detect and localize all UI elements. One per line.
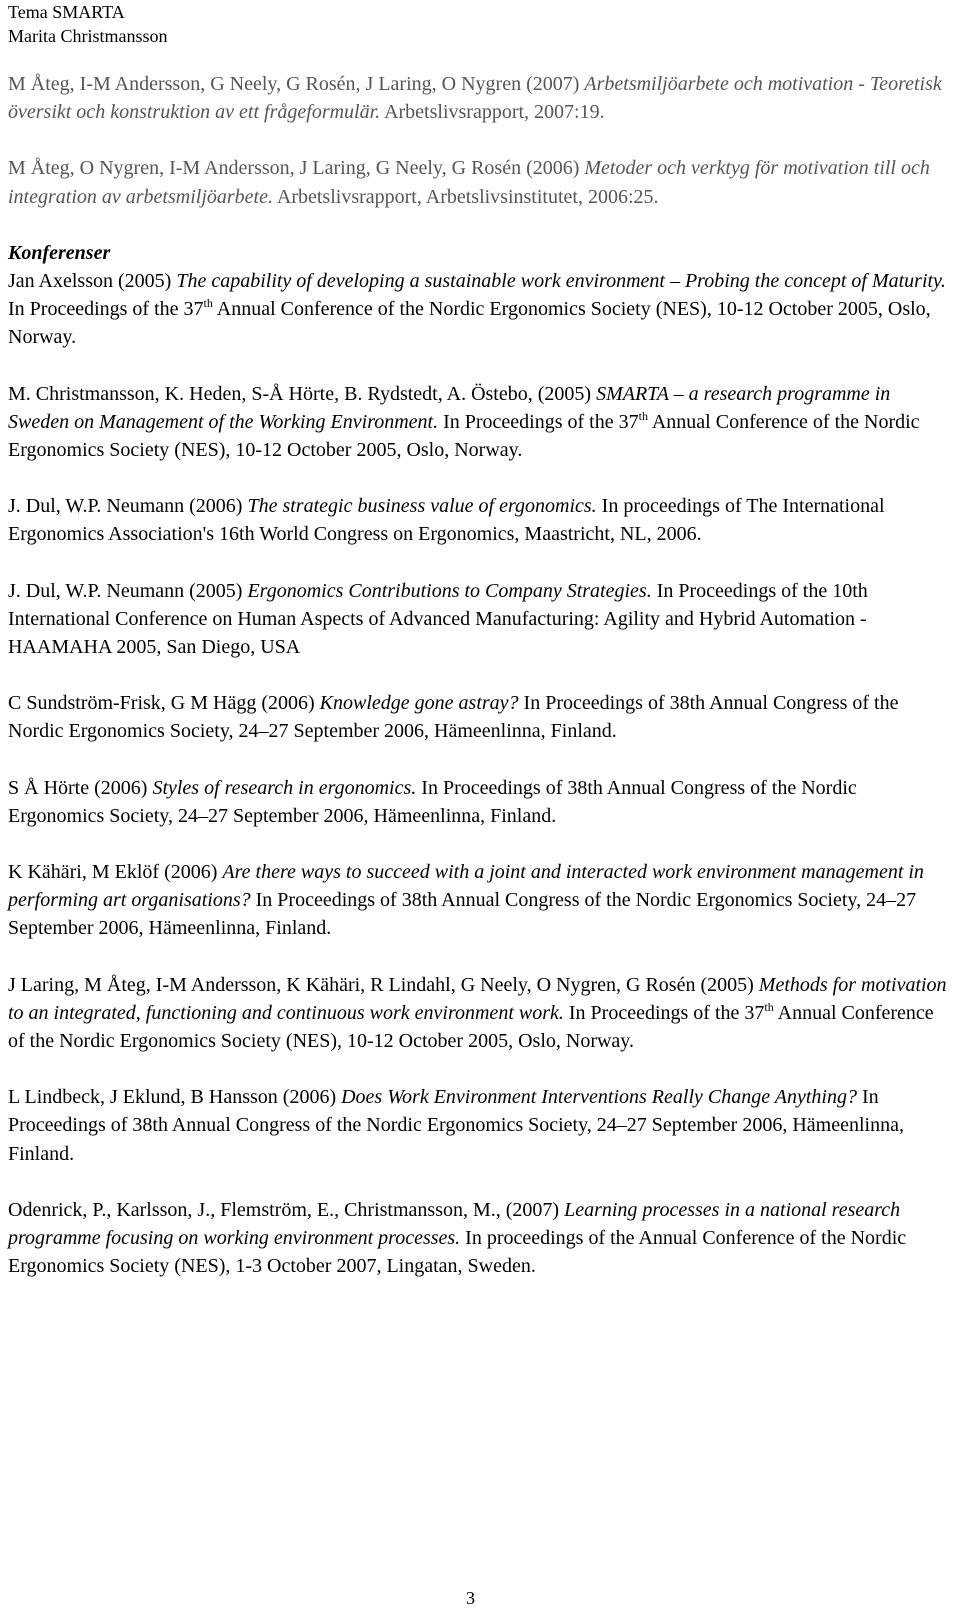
- reference-details: In Proceedings of 38th Annual Congress of the Nordic Ergonomics Society, 24–27 September 2006, Hämeenlinna, Finland.: [8, 776, 857, 827]
- reference-details: In Proceedings of the 37: [438, 410, 639, 433]
- reference-entry: [8, 267, 948, 352]
- reference-authors: L Lindbeck, J Eklund, B Hansson (2006): [8, 1086, 342, 1109]
- reference-title: Metoder och verktyg för motivation till och integration av arbetsmiljöarbete.: [8, 157, 930, 208]
- reference-title: Styles of research in ergonomics.: [152, 776, 417, 799]
- reference-details: In Proceedings of the 37: [563, 1001, 765, 1024]
- references-body: [8, 70, 948, 1309]
- reference-entry: [8, 1196, 948, 1281]
- reference-details: Annual Conference of the Nordic Ergonomics Society (NES), 10-12 October 2005, Oslo, Norway.: [8, 410, 920, 462]
- reference-authors: S Å Hörte (2006): [8, 776, 153, 799]
- section-heading-conferences: Konferenser: [8, 241, 111, 264]
- reference-details: In Proceedings of 38th Annual Congress of the Nordic Ergonomics Society, 24–27 September 2006, Hämeenlinna, Finland.: [8, 1086, 904, 1165]
- reference-entry: [8, 154, 948, 210]
- reference-title: Are there ways to succeed with a joint and interacted work environment management in performing art organisations?: [8, 861, 924, 912]
- reference-authors: C Sundström-Frisk, G M Hägg (2006): [8, 692, 320, 715]
- reference-title: Methods for motivation to an integrated, functioning and continuous work environment work.: [8, 973, 947, 1024]
- page-number: 3: [466, 1588, 475, 1608]
- reference-title: Ergonomics Contributions to Company Strategies.: [247, 579, 652, 602]
- reference-details: Arbetslivsrapport, Arbetslivsinstitutet, 2006:25.: [272, 185, 659, 208]
- reference-details: In Proceedings of the 37: [8, 298, 204, 321]
- reference-authors: J. Dul, W.P. Neumann (2005): [8, 579, 248, 602]
- reference-entry: [8, 1083, 948, 1168]
- reference-entry: [8, 70, 948, 126]
- reference-details: In proceedings of the Annual Conference of the Nordic Ergonomics Society (NES), 1-3 October 2007, Lingatan, Sweden.: [8, 1227, 907, 1278]
- reference-details: Arbetslivsrapport, 2007:19.: [380, 101, 605, 124]
- reference-entry: [8, 492, 948, 548]
- reference-details: In Proceedings of the 10th International Conference on Human Aspects of Advanced Manufacturing: Agility and Hybrid Automation - HAAMAHA 2005, San Diego, USA: [8, 579, 868, 659]
- reference-entry: [8, 774, 948, 830]
- reference-authors: K Kähäri, M Eklöf (2006): [8, 861, 223, 884]
- reference-authors: M Åteg, O Nygren, I-M Andersson, J Laring, G Neely, G Rosén (2006): [8, 157, 585, 180]
- reference-details: Annual Conference of the Nordic Ergonomics Society (NES), 10-12 October 2005, Oslo, Norway.: [8, 1001, 934, 1053]
- reference-title: The capability of developing a sustainable work environment – Probing the concept of Maturity.: [176, 270, 946, 293]
- ordinal-superscript: th: [203, 296, 213, 311]
- reference-authors: M Åteg, I-M Andersson, G Neely, G Rosén, J Laring, O Nygren (2007): [8, 73, 585, 95]
- reference-authors: J Laring, M Åteg, I-M Andersson, K Kähäri, R Lindahl, G Neely, O Nygren, G Rosén (2005): [8, 973, 759, 996]
- reference-entry: [8, 858, 948, 943]
- reference-entry: [8, 380, 948, 465]
- reference-authors: Odenrick, P., Karlsson, J., Flemström, E., Christmansson, M., (2007): [8, 1198, 565, 1221]
- reference-details: Annual Conference of the Nordic Ergonomics Society (NES), 10-12 October 2005, Oslo, Norway.: [8, 298, 931, 349]
- reference-authors: J. Dul, W.P. Neumann (2006): [8, 495, 248, 518]
- reference-authors: Jan Axelsson (2005): [8, 270, 177, 293]
- header-author: Marita Christmansson: [8, 26, 168, 46]
- reference-title: The strategic business value of ergonomics.: [247, 495, 597, 518]
- ordinal-superscript: th: [764, 999, 774, 1014]
- reference-authors: M. Christmansson, K. Heden, S-Å Hörte, B. Rydstedt, A. Östebo, (2005): [8, 382, 597, 405]
- reference-entry: [8, 689, 948, 745]
- page-header: [8, 0, 168, 48]
- reference-details: In Proceedings of 38th Annual Congress of the Nordic Ergonomics Society, 24–27 September 2006, Hämeenlinna, Finland.: [8, 692, 899, 743]
- reference-details: In proceedings of The International Ergonomics Association's 16th World Congress on Ergonomics, Maastricht, NL, 2006.: [8, 495, 885, 546]
- reference-title: SMARTA – a research programme in Sweden on Management of the Working Environment.: [8, 382, 891, 433]
- reference-entry: [8, 971, 948, 1056]
- reference-title: Learning processes in a national research programme focusing on working environment processes.: [8, 1198, 901, 1250]
- reference-details: In Proceedings of 38th Annual Congress of the Nordic Ergonomics Society, 24–27 September 2006, Hämeenlinna, Finland.: [8, 889, 917, 940]
- reference-title: Does Work Environment Interventions Really Change Anything?: [341, 1086, 857, 1109]
- reference-title: Arbetsmiljöarbete och motivation - Teoretisk översikt och konstruktion av ett frågeformulär.: [8, 73, 942, 124]
- reference-title: Knowledge gone astray?: [319, 692, 519, 715]
- header-theme: Tema SMARTA: [8, 2, 125, 22]
- ordinal-superscript: th: [638, 408, 648, 423]
- reference-entry: [8, 577, 948, 662]
